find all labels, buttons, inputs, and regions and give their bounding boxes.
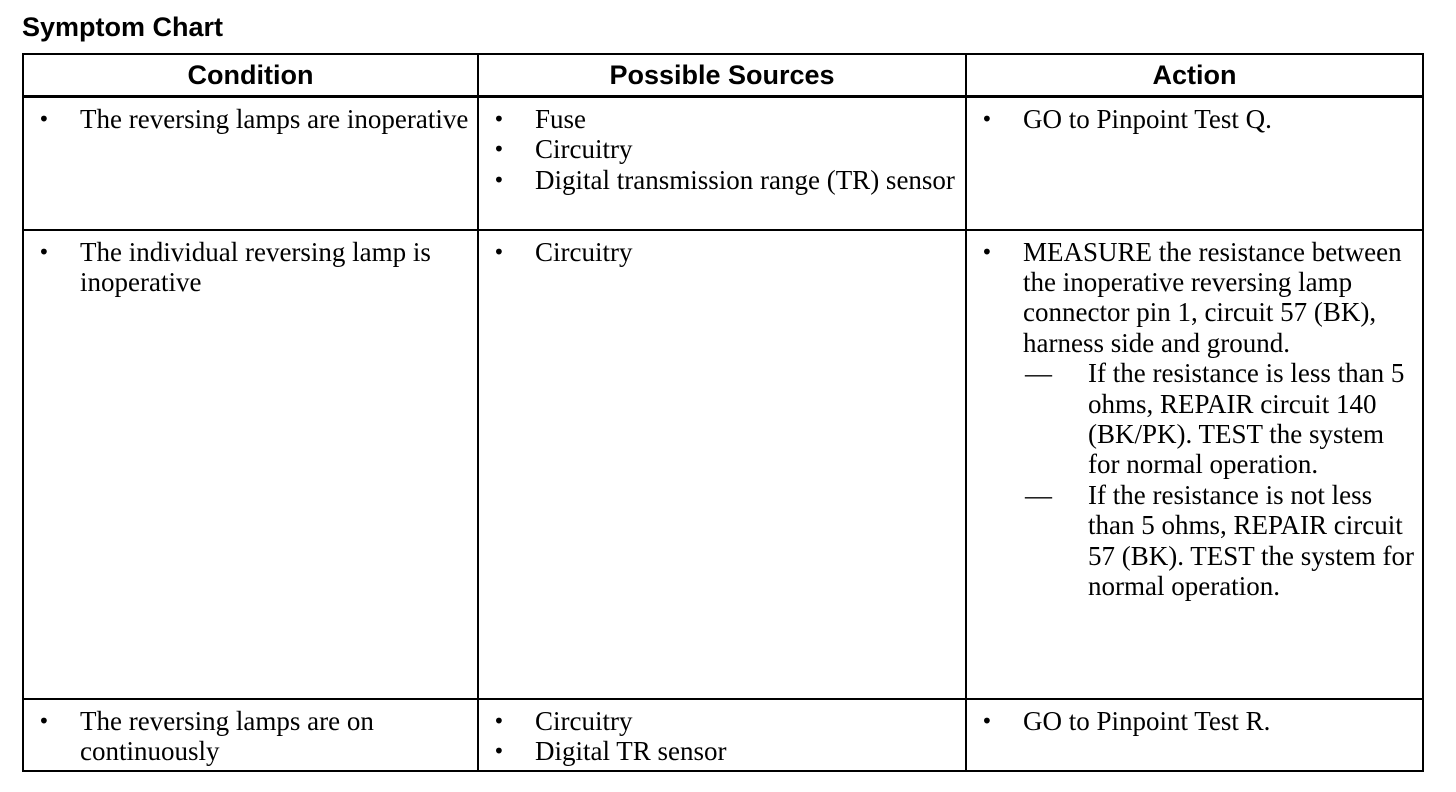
bullet-icon: • xyxy=(493,137,505,162)
bullet-icon: • xyxy=(493,239,505,264)
source-text: Fuse xyxy=(535,104,587,134)
condition-cell xyxy=(23,699,478,771)
list-item xyxy=(24,104,469,134)
sub-list-item xyxy=(1023,358,1414,480)
list-item xyxy=(479,134,957,164)
bullet-icon: • xyxy=(493,738,505,763)
bullet-icon: • xyxy=(38,107,50,131)
bullet-icon: • xyxy=(981,239,993,264)
dash-icon: — xyxy=(1025,358,1052,389)
dash-icon: — xyxy=(1025,479,1052,510)
list-item xyxy=(967,104,1414,134)
bullet-icon: • xyxy=(981,708,993,733)
condition-text: The individual reversing lamp is inoperative xyxy=(80,236,431,297)
sources-cell xyxy=(478,230,966,699)
condition-text: The reversing lamps are inoperative xyxy=(80,104,469,134)
source-text: Digital TR sensor xyxy=(535,735,727,766)
list-item xyxy=(479,706,957,736)
condition-text: The reversing lamps are on continuously xyxy=(80,705,374,766)
list-item xyxy=(24,706,469,767)
condition-cell xyxy=(23,97,478,230)
sources-cell xyxy=(478,97,966,230)
action-cell xyxy=(966,230,1423,699)
bullet-icon: • xyxy=(38,708,50,733)
list-item xyxy=(967,237,1414,602)
action-text: GO to Pinpoint Test R. xyxy=(1023,705,1271,736)
source-text: Circuitry xyxy=(535,705,633,736)
source-text: Circuitry xyxy=(535,134,633,165)
sub-action-text: If the resistance is less than 5 ohms, REPAIR circuit 140 (BK/PK). TEST the system for normal operation. xyxy=(1088,358,1405,480)
header-condition: Condition xyxy=(23,54,478,97)
symptom-chart-table xyxy=(22,53,1424,772)
source-text: Circuitry xyxy=(535,236,633,267)
sub-action-text: If the resistance is not less than 5 ohms, REPAIR circuit 57 (BK). TEST the system for normal operation. xyxy=(1088,479,1414,601)
list-item xyxy=(479,736,957,766)
header-possible-sources: Possible Sources xyxy=(478,54,966,97)
header-action: Action xyxy=(966,54,1423,97)
table-row xyxy=(23,230,1423,699)
chart-title: Symptom Chart xyxy=(22,12,224,42)
action-text: MEASURE the resistance between the inoperative reversing lamp connector pin 1, circuit 57 (BK), harness side and ground. xyxy=(1023,236,1402,358)
sources-cell xyxy=(478,699,966,771)
list-item xyxy=(479,104,957,134)
bullet-icon: • xyxy=(981,107,993,131)
action-cell xyxy=(966,699,1423,771)
bullet-icon: • xyxy=(493,167,505,192)
table-header-row xyxy=(23,54,1423,97)
action-cell xyxy=(966,97,1423,230)
bullet-icon: • xyxy=(38,239,50,264)
sub-list-item xyxy=(1023,480,1414,602)
list-item xyxy=(479,237,957,267)
list-item xyxy=(967,706,1414,736)
condition-cell xyxy=(23,230,478,699)
bullet-icon: • xyxy=(493,708,505,733)
list-item xyxy=(479,165,957,195)
bullet-icon: • xyxy=(493,107,505,131)
action-text: GO to Pinpoint Test Q. xyxy=(1023,104,1272,134)
list-item xyxy=(24,237,469,298)
table-row xyxy=(23,699,1423,771)
table-row xyxy=(23,97,1423,230)
source-text: Digital transmission range (TR) sensor xyxy=(535,164,955,195)
